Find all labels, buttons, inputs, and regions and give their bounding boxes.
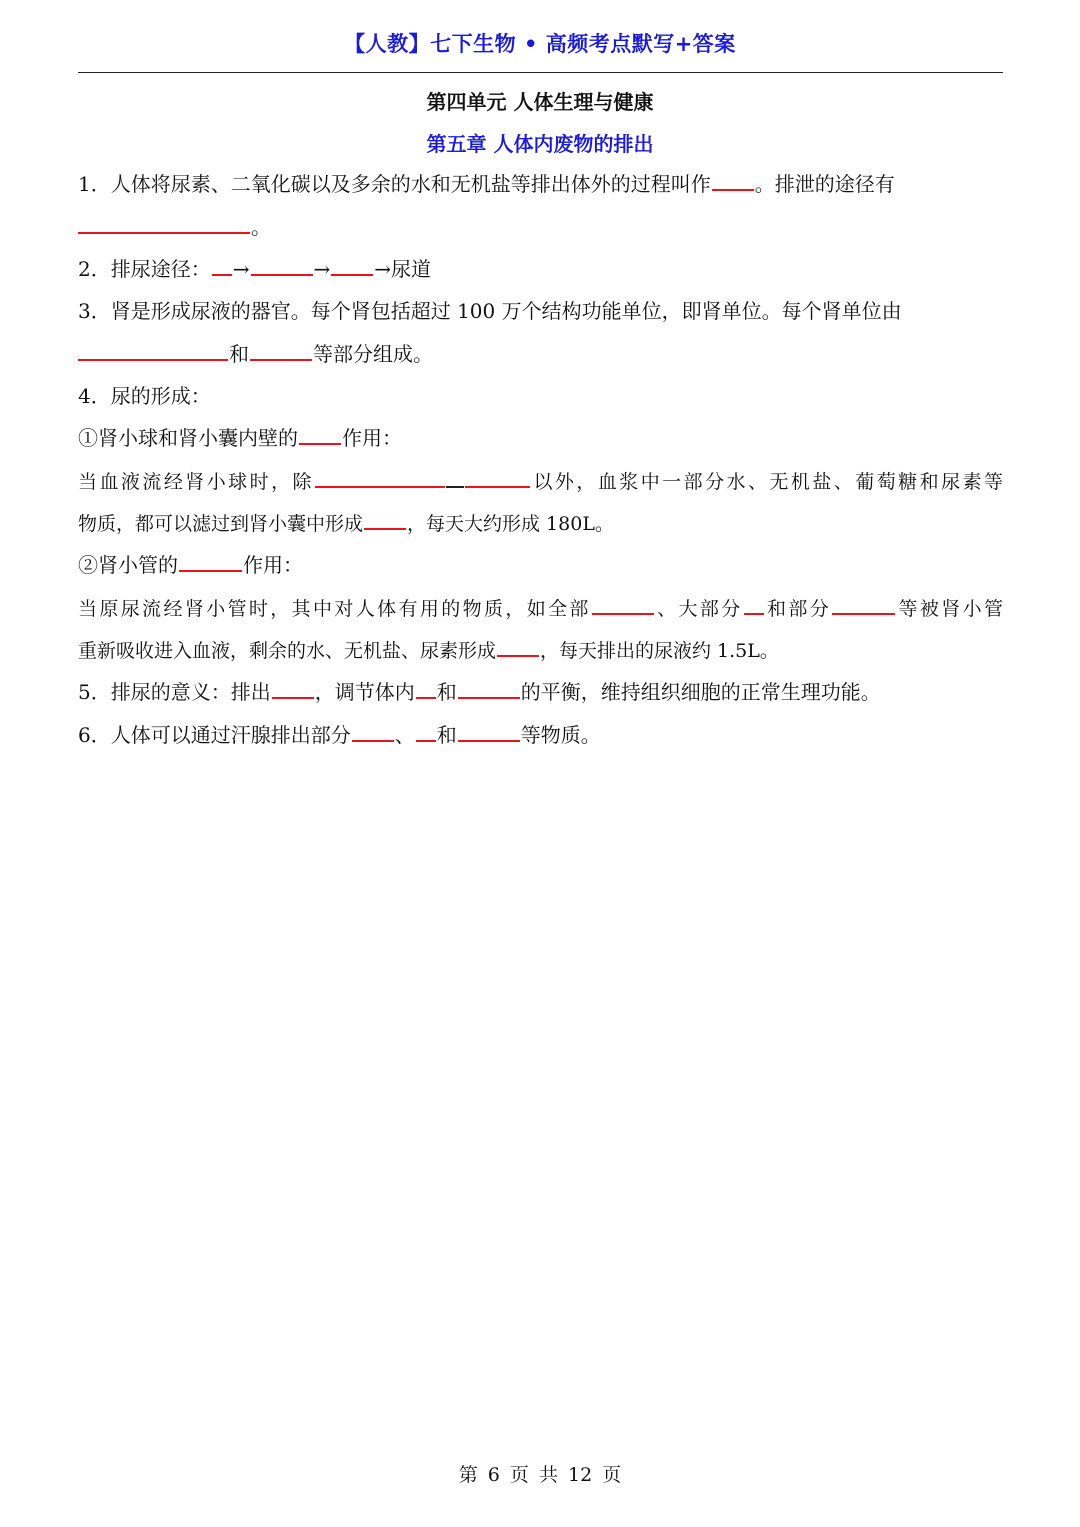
fill-blank[interactable] [364, 508, 406, 530]
fill-blank[interactable] [78, 339, 228, 361]
question-4-title-text: 4．尿的形成： [78, 384, 211, 408]
question-4-part-2-line-1-text: 当原尿流经肾小管时，其中对人体有用的物质，如全部 [78, 598, 591, 620]
question-1-line-1 [78, 169, 1003, 199]
arrow-glyph: → [313, 257, 331, 281]
arrow-glyph: → [232, 257, 250, 281]
question-4-part-1-line-1-text: 当血液流经肾小球时，除 [78, 471, 314, 493]
fill-blank[interactable] [331, 254, 373, 276]
fill-blank[interactable] [465, 466, 530, 488]
question-4-part-2-line-2 [78, 635, 1003, 665]
question-3-line-2 [78, 339, 1003, 369]
question-5-end: 的平衡，维持组织细胞的正常生理功能。 [520, 680, 881, 704]
fill-blank[interactable] [416, 720, 436, 742]
fill-blank[interactable] [712, 169, 754, 191]
question-4-part-2-line-2-text: 重新吸收进入血液，剩余的水、无机盐、尿素形成 [78, 640, 497, 662]
question-2-end: →尿道 [374, 257, 432, 281]
fill-blank[interactable] [212, 254, 232, 276]
fill-blank[interactable] [458, 720, 520, 742]
question-4-part-1-line-2 [78, 508, 1003, 538]
question-6-text: 6．人体可以通过汗腺排出部分 [78, 723, 351, 747]
question-3-and: 和 [229, 342, 249, 366]
question-4-part-2-line-1-end: 等被肾小管 [896, 598, 1003, 620]
question-5-text: 5．排尿的意义：排出 [78, 680, 271, 704]
fill-blank[interactable] [352, 720, 394, 742]
document-header-title: 【人教】七下生物 • 高频考点默写+答案 [344, 32, 736, 56]
question-4-part-1-heading [78, 423, 1003, 453]
question-4-title [78, 381, 1003, 411]
question-6-line [78, 720, 1003, 750]
fill-blank[interactable] [744, 593, 764, 615]
question-4-part-2-line-1 [78, 593, 1003, 623]
fill-blank[interactable] [179, 550, 242, 572]
fill-blank[interactable] [315, 466, 445, 488]
question-5-text-2: ，调节体内 [314, 680, 415, 704]
question-4-part-1-line-1 [78, 466, 1003, 496]
question-4-part-2-end: 作用： [243, 553, 303, 577]
fill-blank-separator [446, 466, 464, 488]
question-4-part-2-line-2-end: ，每天排出的尿液约 1.5L。 [540, 640, 779, 662]
fill-blank[interactable] [250, 339, 312, 361]
fill-blank[interactable] [272, 677, 314, 699]
question-4-part-2-line-1-mid: 、大部分 [654, 598, 743, 620]
question-4-part-2-text: ②肾小管的 [78, 553, 178, 577]
question-4-part-1-line-2-text: 物质，都可以滤过到肾小囊中形成 [78, 513, 364, 535]
question-4-part-2-heading [78, 550, 1003, 580]
question-2-line [78, 254, 1003, 284]
question-6-text-3: 和 [436, 723, 457, 747]
page-number-footer: 第 6 页 共 12 页 [458, 1464, 622, 1486]
question-6-text-2: 、 [394, 723, 415, 747]
question-4-part-1-end: 作用： [342, 426, 402, 450]
question-1-end: 。 [251, 215, 271, 239]
question-1-text: 1．人体将尿素、二氧化碳以及多余的水和无机盐等排出体外的过程叫作 [78, 172, 711, 196]
question-3-end: 等部分组成。 [313, 342, 433, 366]
fill-blank[interactable] [592, 593, 654, 615]
fill-blank[interactable] [299, 423, 341, 445]
fill-blank[interactable] [458, 677, 520, 699]
header-divider [78, 72, 1003, 73]
question-5-text-3: 和 [436, 680, 457, 704]
fill-blank[interactable] [497, 635, 539, 657]
chapter-title: 第五章 人体内废物的排出 [426, 132, 654, 156]
fill-blank[interactable] [416, 677, 436, 699]
question-1-text-cont: 。排泄的途径有 [754, 172, 895, 196]
question-1-line-2 [78, 212, 1003, 242]
question-4-part-2-line-1-mid-2: 和部分 [764, 598, 832, 620]
fill-blank[interactable] [251, 254, 313, 276]
question-5-line [78, 677, 1003, 707]
question-4-part-1-line-1-end: 以外，血浆中一部分水、无机盐、葡萄糖和尿素等 [531, 471, 1003, 493]
question-3-line-1 [78, 296, 1003, 326]
question-4-part-1-text: ①肾小球和肾小囊内壁的 [78, 426, 298, 450]
question-3-text: 3．肾是形成尿液的器官。每个肾包括超过 100 万个结构功能单位，即肾单位。每个肾单位由 [78, 299, 902, 323]
fill-blank[interactable] [832, 593, 895, 615]
question-2-text: 2．排尿途径： [78, 257, 211, 281]
question-6-end: 等物质。 [520, 723, 601, 747]
question-4-part-1-line-2-end: ，每天大约形成 180L。 [407, 513, 614, 535]
fill-blank[interactable] [78, 212, 250, 234]
unit-title: 第四单元 人体生理与健康 [426, 90, 654, 114]
